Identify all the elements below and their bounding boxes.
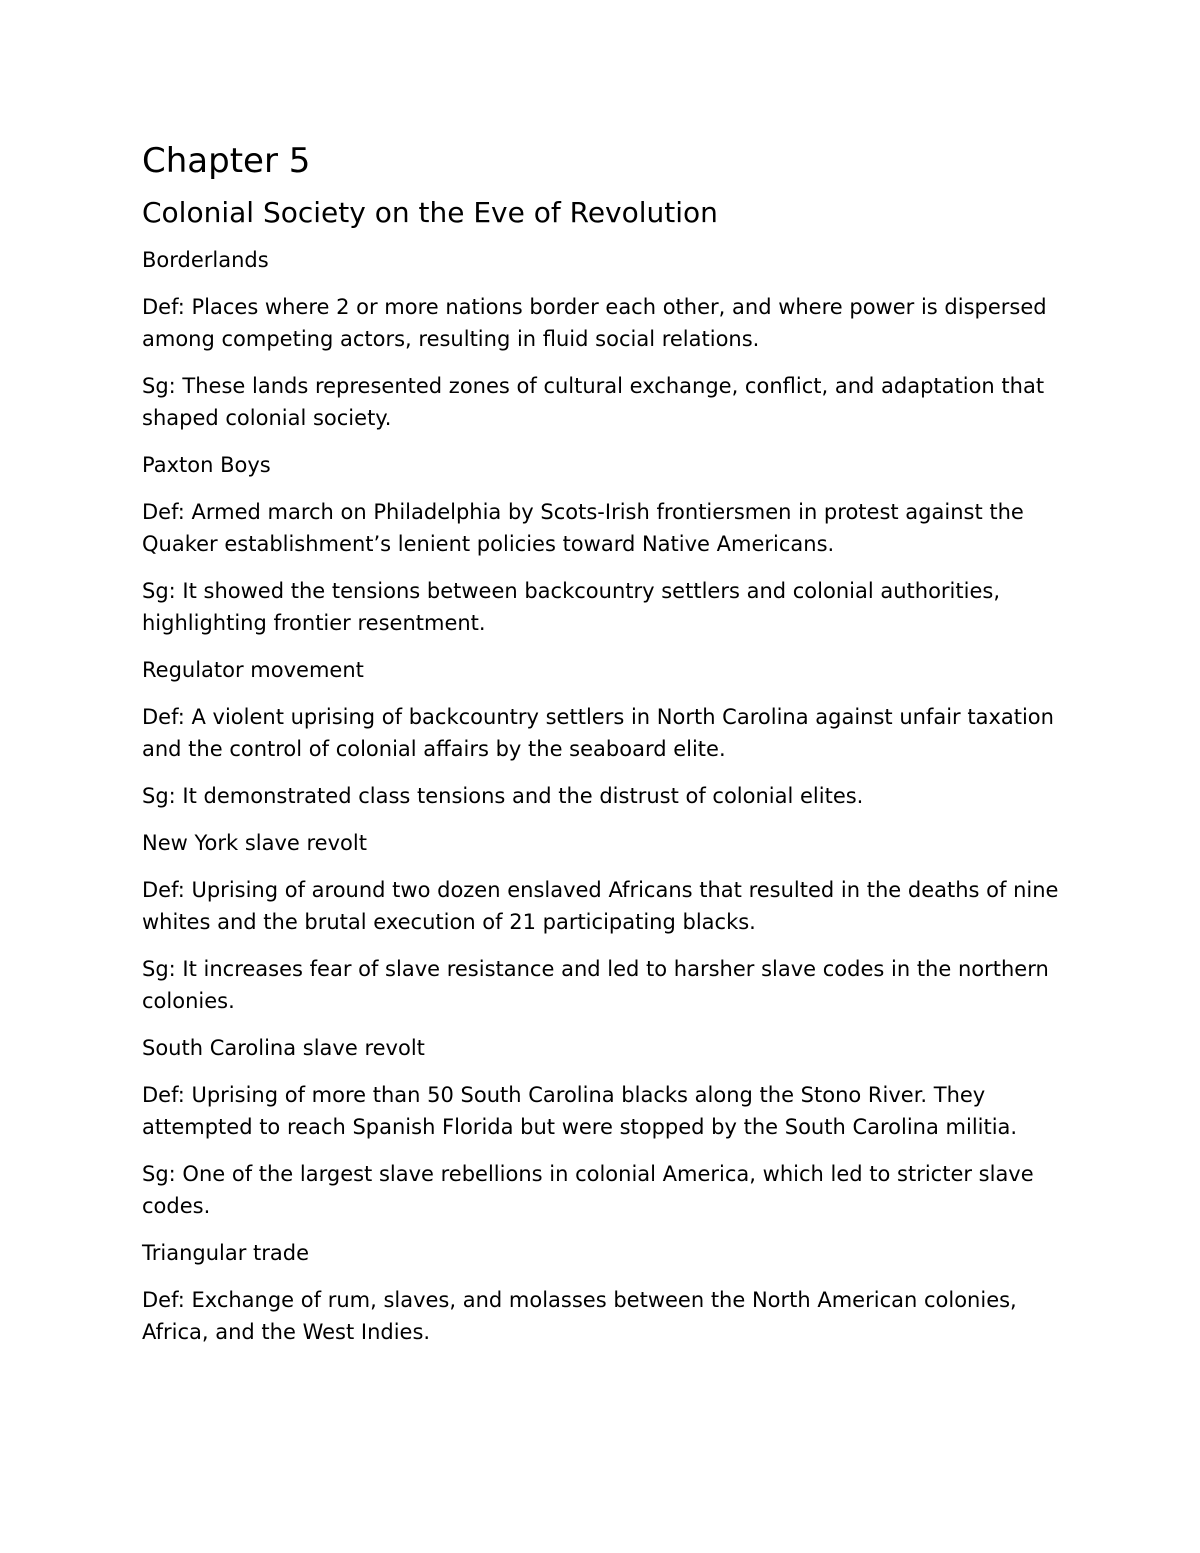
term-significance: Sg: These lands represented zones of cultural exchange, conflict, and adaptation that shaped colonial society. xyxy=(142,374,1045,430)
term-definition: Def: A violent uprising of backcountry settlers in North Carolina against unfair taxation and the control of colonial affairs by the seaboard elite. xyxy=(142,705,1054,761)
term-heading: Paxton Boys xyxy=(142,453,271,477)
term-heading: Triangular trade xyxy=(142,1241,310,1265)
term-entry-new-york-slave-revolt xyxy=(142,827,1072,1017)
term-definition: Def: Places where 2 or more nations border each other, and where power is dispersed among competing actors, resulting in fluid social relations. xyxy=(142,295,1047,351)
chapter-subtitle: Colonial Society on the Eve of Revolution xyxy=(142,196,718,229)
term-heading: South Carolina slave revolt xyxy=(142,1036,425,1060)
term-significance: Sg: It showed the tensions between backcountry settlers and colonial authorities, highlighting frontier resentment. xyxy=(142,579,1000,635)
term-heading: New York slave revolt xyxy=(142,831,367,855)
term-entry-borderlands xyxy=(142,244,1072,434)
term-entry-south-carolina-slave-revolt xyxy=(142,1032,1072,1222)
term-heading: Borderlands xyxy=(142,248,269,272)
term-entry-triangular-trade xyxy=(142,1237,1072,1348)
term-definition: Def: Uprising of around two dozen enslaved Africans that resulted in the deaths of nine whites and the brutal execution of 21 participating blacks. xyxy=(142,878,1059,934)
term-entry-paxton-boys xyxy=(142,449,1072,639)
term-heading: Regulator movement xyxy=(142,658,364,682)
chapter-title: Chapter 5 xyxy=(142,141,311,181)
term-significance: Sg: One of the largest slave rebellions in colonial America, which led to stricter slave codes. xyxy=(142,1162,1034,1218)
term-definition: Def: Armed march on Philadelphia by Scots-Irish frontiersmen in protest against the Quaker establishment’s lenient policies toward Native Americans. xyxy=(142,500,1024,556)
term-entry-regulator-movement xyxy=(142,654,1072,812)
term-significance: Sg: It demonstrated class tensions and the distrust of colonial elites. xyxy=(142,784,864,808)
document-page xyxy=(142,138,1072,1363)
term-definition: Def: Uprising of more than 50 South Carolina blacks along the Stono River. They attempted to reach Spanish Florida but were stopped by the South Carolina militia. xyxy=(142,1083,1018,1139)
term-definition: Def: Exchange of rum, slaves, and molasses between the North American colonies, Africa, and the West Indies. xyxy=(142,1288,1017,1344)
term-significance: Sg: It increases fear of slave resistance and led to harsher slave codes in the northern colonies. xyxy=(142,957,1049,1013)
